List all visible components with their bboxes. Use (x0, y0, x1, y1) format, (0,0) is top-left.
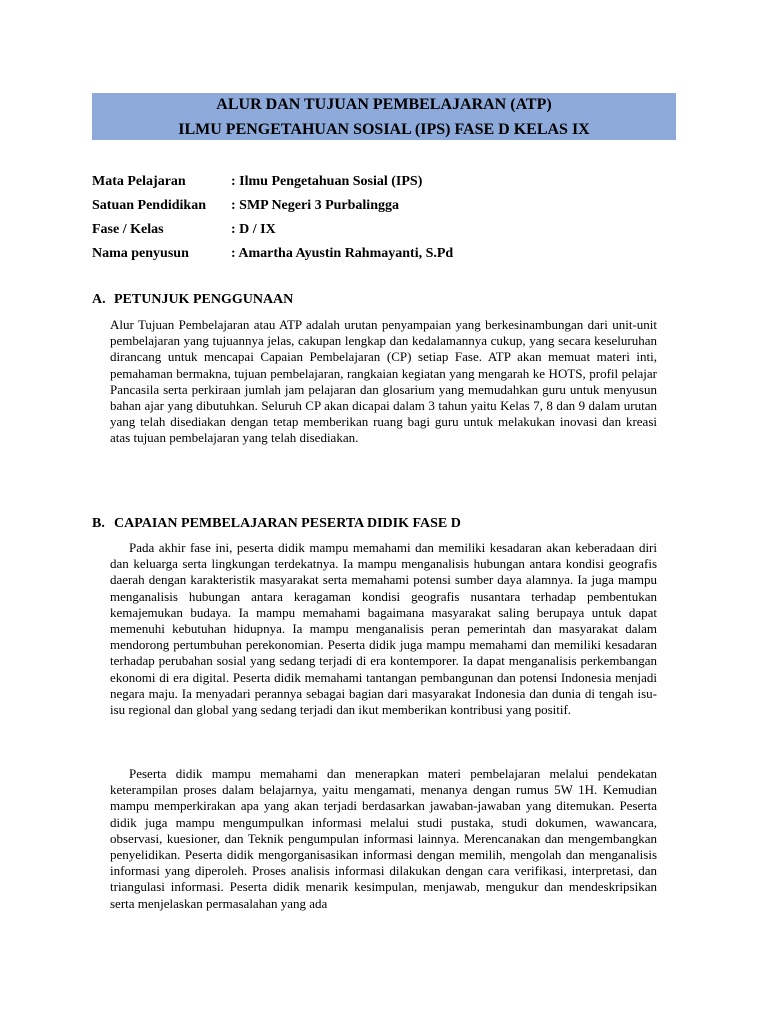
section-b-heading (92, 515, 461, 533)
meta-label: Mata Pelajaran (92, 174, 186, 189)
meta-label: Satuan Pendidikan (92, 198, 206, 213)
section-b-letter: B. (92, 516, 105, 531)
section-a-title: PETUNJUK PENGGUNAAN (114, 292, 294, 307)
document-title-line-1: ALUR DAN TUJUAN PEMBELAJARAN (ATP) (216, 96, 552, 113)
meta-label: Fase / Kelas (92, 222, 164, 237)
section-b-paragraph-1: Pada akhir fase ini, peserta didik mampu memahami dan memiliki kesadaran akan keberadaan diri dan keluarga serta lingkungan terdekatnya. Ia mampu menganalisis hubungan antara kondisi geografis daerah dengan karakteristik masyarakat serta memahami potensi sumber daya alamnya. Ia juga mampu menganalisis hubungan antara keragaman kondisi geografis nusantara terhadap pembentukan kemajemukan budaya. Ia mampu memahami bagaimana masyarakat saling berupaya untuk dapat memenuhi kebutuhan hidupnya. Ia mampu menganalisis peran pemerintah dan masyarakat dalam mendorong pertumbuhan perekonomian. Peserta didik juga mampu memahami dan memiliki kesadaran terhadap perubahan sosial yang sedang terjadi di era kontemporer. Ia dapat menganalisis perkembangan ekonomi di era digital. Peserta didik memahami tantangan pembangunan dan potensi Indonesia menjadi negara maju. Ia menyadari perannya sebagai bagian dari masyarakat Indonesia dan dunia di tengah isu-isu regional dan global yang sedang terjadi dan ikut memberikan kontribusi yang positif. (110, 540, 657, 718)
document-metadata (92, 170, 676, 266)
section-b-title: CAPAIAN PEMBELAJARAN PESERTA DIDIK FASE D (114, 516, 461, 531)
section-a-letter: A. (92, 292, 106, 307)
document-title-box (92, 93, 676, 140)
section-a-heading (92, 291, 293, 309)
meta-label: Nama penyusun (92, 246, 189, 261)
document-title-line-2: ILMU PENGETAHUAN SOSIAL (IPS) FASE D KELAS IX (178, 121, 590, 138)
meta-value: : Ilmu Pengetahuan Sosial (IPS) (231, 174, 423, 189)
meta-row-school (92, 194, 676, 218)
meta-row-author (92, 242, 676, 266)
meta-value: : D / IX (231, 222, 276, 237)
meta-value: : Amartha Ayustin Rahmayanti, S.Pd (231, 246, 454, 261)
meta-value: : SMP Negeri 3 Purbalingga (231, 198, 399, 213)
section-a-paragraph: Alur Tujuan Pembelajaran atau ATP adalah urutan penyampaian yang berkesinambungan dari unit-unit pembelajaran yang tujuannya jelas, cakupan lengkap dan kedalamannya cukup, yang secara keseluruhan dirancang untuk mencapai Capaian Pembelajaran (CP) setiap Fase. ATP akan memuat materi inti, pemahaman bermakna, tujuan pembelajaran, rangkaian kegiatan yang mengarah ke HOTS, profil pelajar Pancasila serta perkiraan jumlah jam pelajaran dan glosarium yang memudahkan guru untuk menyusun bahan ajar yang dibutuhkan. Seluruh CP akan dicapai dalam 3 tahun yaitu Kelas 7, 8 dan 9 dalam urutan yang telah disediakan dengan tetap memberikan ruang bagi guru untuk melakukan inovasi dan kreasi atas tujuan pembelajaran yang telah disediakan. (110, 317, 657, 446)
meta-row-phase-class (92, 218, 676, 242)
meta-row-subject (92, 170, 676, 194)
section-b-paragraph-2: Peserta didik mampu memahami dan menerapkan materi pembelajaran melalui pendekatan keterampilan proses dalam belajarnya, yaitu mengamati, menanya dengan rumus 5W 1H. Kemudian mampu memperkirakan apa yang akan terjadi berdasarkan jawaban-jawaban yang ditemukan. Peserta didik juga mampu mengumpulkan informasi melalui studi pustaka, studi dokumen, wawancara, observasi, kuesioner, dan Teknik pengumpulan informasi lainnya. Merencanakan dan mengembangkan penyelidikan. Peserta didik mengorganisasikan informasi dengan memilih, mengolah dan menganalisis informasi yang diperoleh. Proses analisis informasi dilakukan dengan cara verifikasi, interpretasi, dan triangulasi informasi. Peserta didik menarik kesimpulan, menjawab, mengukur dan mendeskripsikan serta menjelaskan permasalahan yang ada (110, 766, 657, 911)
